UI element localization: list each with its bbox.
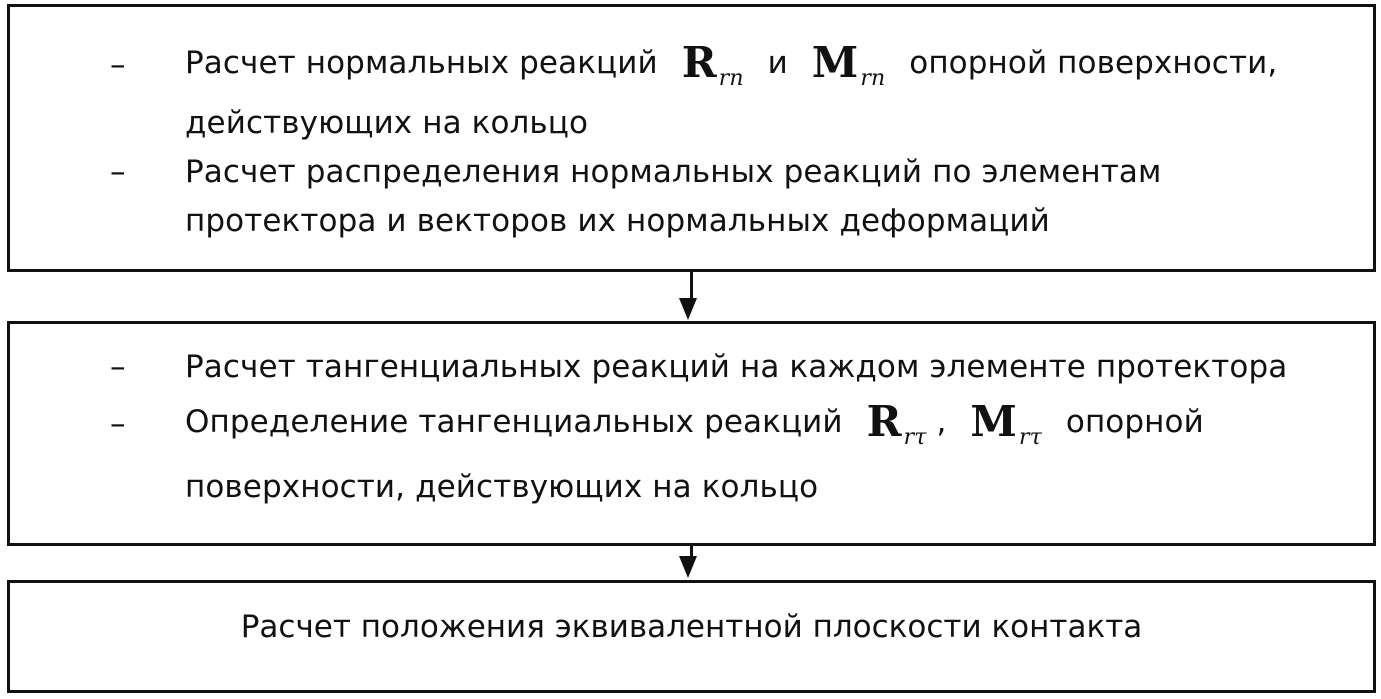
list-dash: –	[110, 47, 126, 83]
list-dash: –	[110, 349, 126, 385]
step-line: Расчет тангенциальных реакций на каждом элементе протектора	[185, 349, 1288, 385]
math-subscript: rn	[860, 66, 886, 91]
step-text: Расчет положения эквивалентной плоскости контакта	[240, 609, 1143, 645]
step-text: Расчет нормальных реакций	[185, 45, 658, 81]
conjunction-text: и	[767, 45, 788, 81]
math-symbol-M: M	[970, 397, 1018, 446]
list-dash: –	[110, 406, 126, 442]
step-line: поверхности, действующих на кольцо	[185, 469, 819, 505]
list-dash: –	[110, 154, 126, 190]
math-symbol-R: R	[681, 38, 717, 87]
step-line: протектора и векторов их нормальных деформаций	[185, 203, 1050, 239]
step-box-contact-plane	[7, 580, 1376, 693]
math-subscript: rn	[718, 66, 744, 91]
math-subscript: rτ	[903, 425, 927, 450]
step-line	[185, 38, 1278, 99]
math-symbol-M: M	[811, 38, 859, 87]
step-text: Определение тангенциальных реакций	[185, 404, 843, 440]
step-box-normal-reactions	[7, 4, 1376, 272]
step-line: действующих на кольцо	[185, 105, 589, 141]
step-box-tangential-reactions	[7, 321, 1376, 546]
comma-text: ,	[936, 404, 947, 440]
step-line: Расчет распределения нормальных реакций по элементам	[185, 154, 1162, 190]
math-subscript: rτ	[1019, 425, 1042, 450]
step-line	[185, 397, 1204, 458]
step-text: опорной поверхности,	[909, 45, 1278, 81]
step-text: опорной	[1065, 404, 1204, 440]
math-symbol-R: R	[866, 397, 902, 446]
